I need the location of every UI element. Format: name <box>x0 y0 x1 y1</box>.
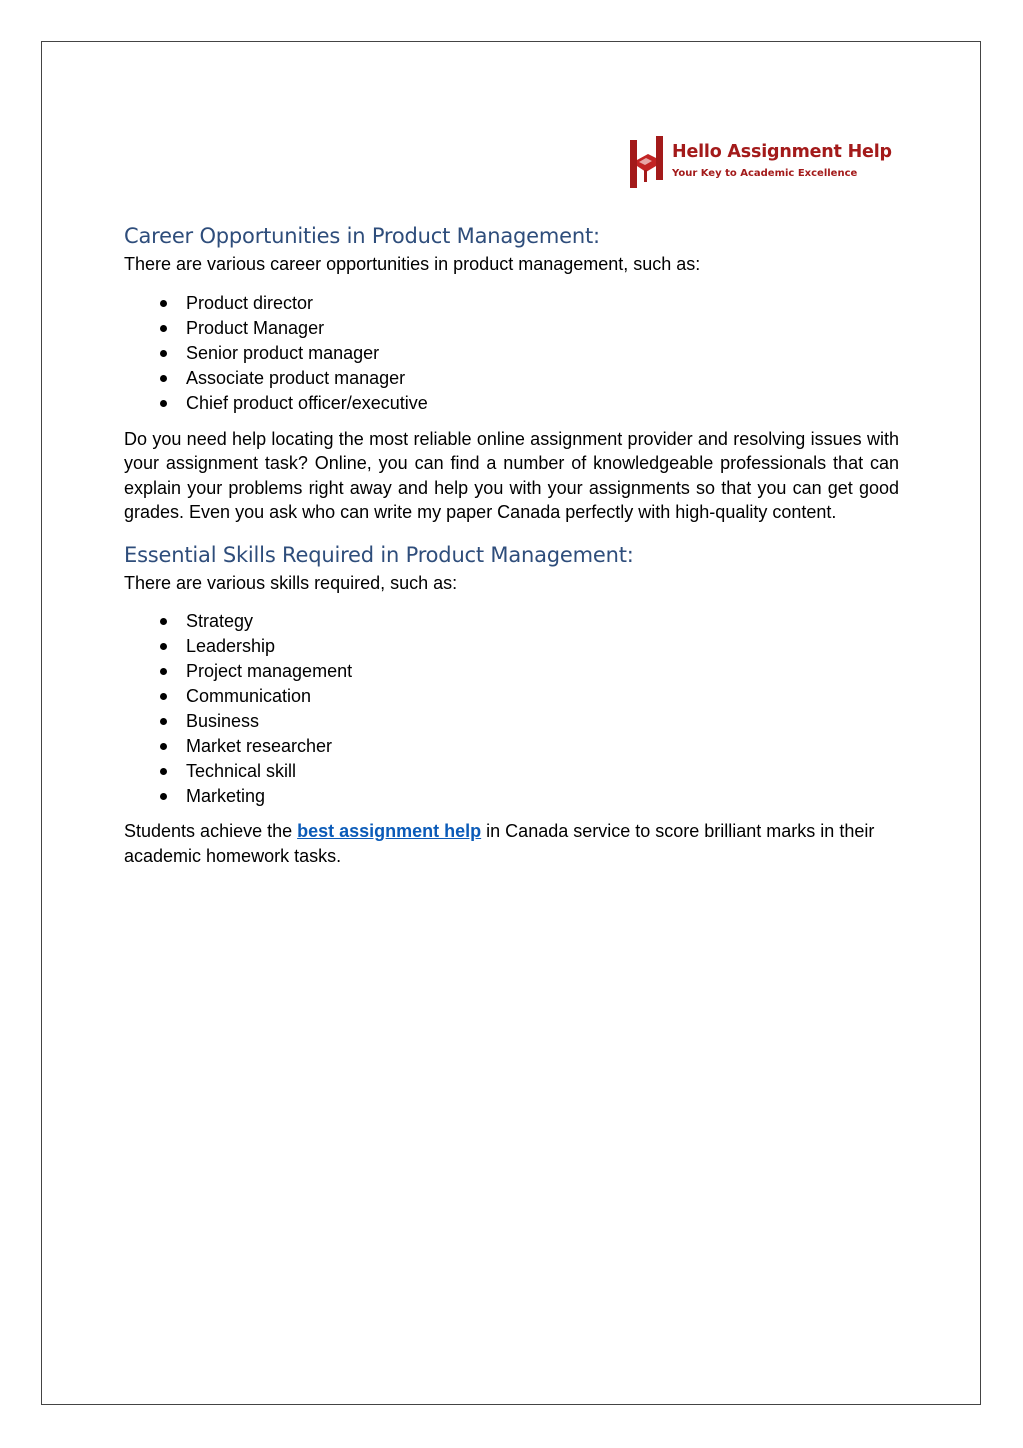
best-assignment-help-link[interactable]: best assignment help <box>297 821 482 841</box>
logo-mark-icon <box>628 136 668 192</box>
logo-name: Hello Assignment Help <box>672 142 892 162</box>
logo <box>628 136 908 192</box>
list-item: Associate product manager <box>124 366 899 391</box>
section-title-career: Career Opportunities in Product Management: <box>124 224 600 248</box>
skills-list <box>124 609 899 809</box>
list-item: Market researcher <box>124 734 899 759</box>
section-intro-career: There are various career opportunities in product management, such as: <box>124 254 701 274</box>
closing-text-start: Students achieve the <box>124 821 298 841</box>
list-item: Marketing <box>124 784 899 809</box>
list-item: Strategy <box>124 609 899 634</box>
closing-paragraph <box>124 819 899 868</box>
body-paragraph: Do you need help locating the most reliable online assignment provider and resolving issues with your assignment task? Online, you can find a number of knowledgeable professionals that can explain your problems right away and help you with your assignments so that you can get good grades. Even you ask who can write my paper Canada perfectly with high-quality content. <box>124 428 899 522</box>
list-item: Chief product officer/executive <box>124 391 899 416</box>
list-item: Project management <box>124 659 899 684</box>
section-title-skills: Essential Skills Required in Product Management: <box>124 542 634 567</box>
list-item: Business <box>124 709 899 734</box>
career-list <box>124 291 899 416</box>
list-item: Technical skill <box>124 759 899 784</box>
list-item: Product Manager <box>124 316 899 341</box>
list-item: Product director <box>124 291 899 316</box>
document-content <box>124 220 899 868</box>
list-item: Communication <box>124 684 899 709</box>
logo-tagline: Your Key to Academic Excellence <box>672 168 858 179</box>
section-intro-skills: There are various skills required, such as: <box>124 572 458 593</box>
list-item: Leadership <box>124 634 899 659</box>
closing-text-end: in Canada service to score brilliant marks in their academic homework tasks. <box>124 821 875 866</box>
list-item: Senior product manager <box>124 341 899 366</box>
